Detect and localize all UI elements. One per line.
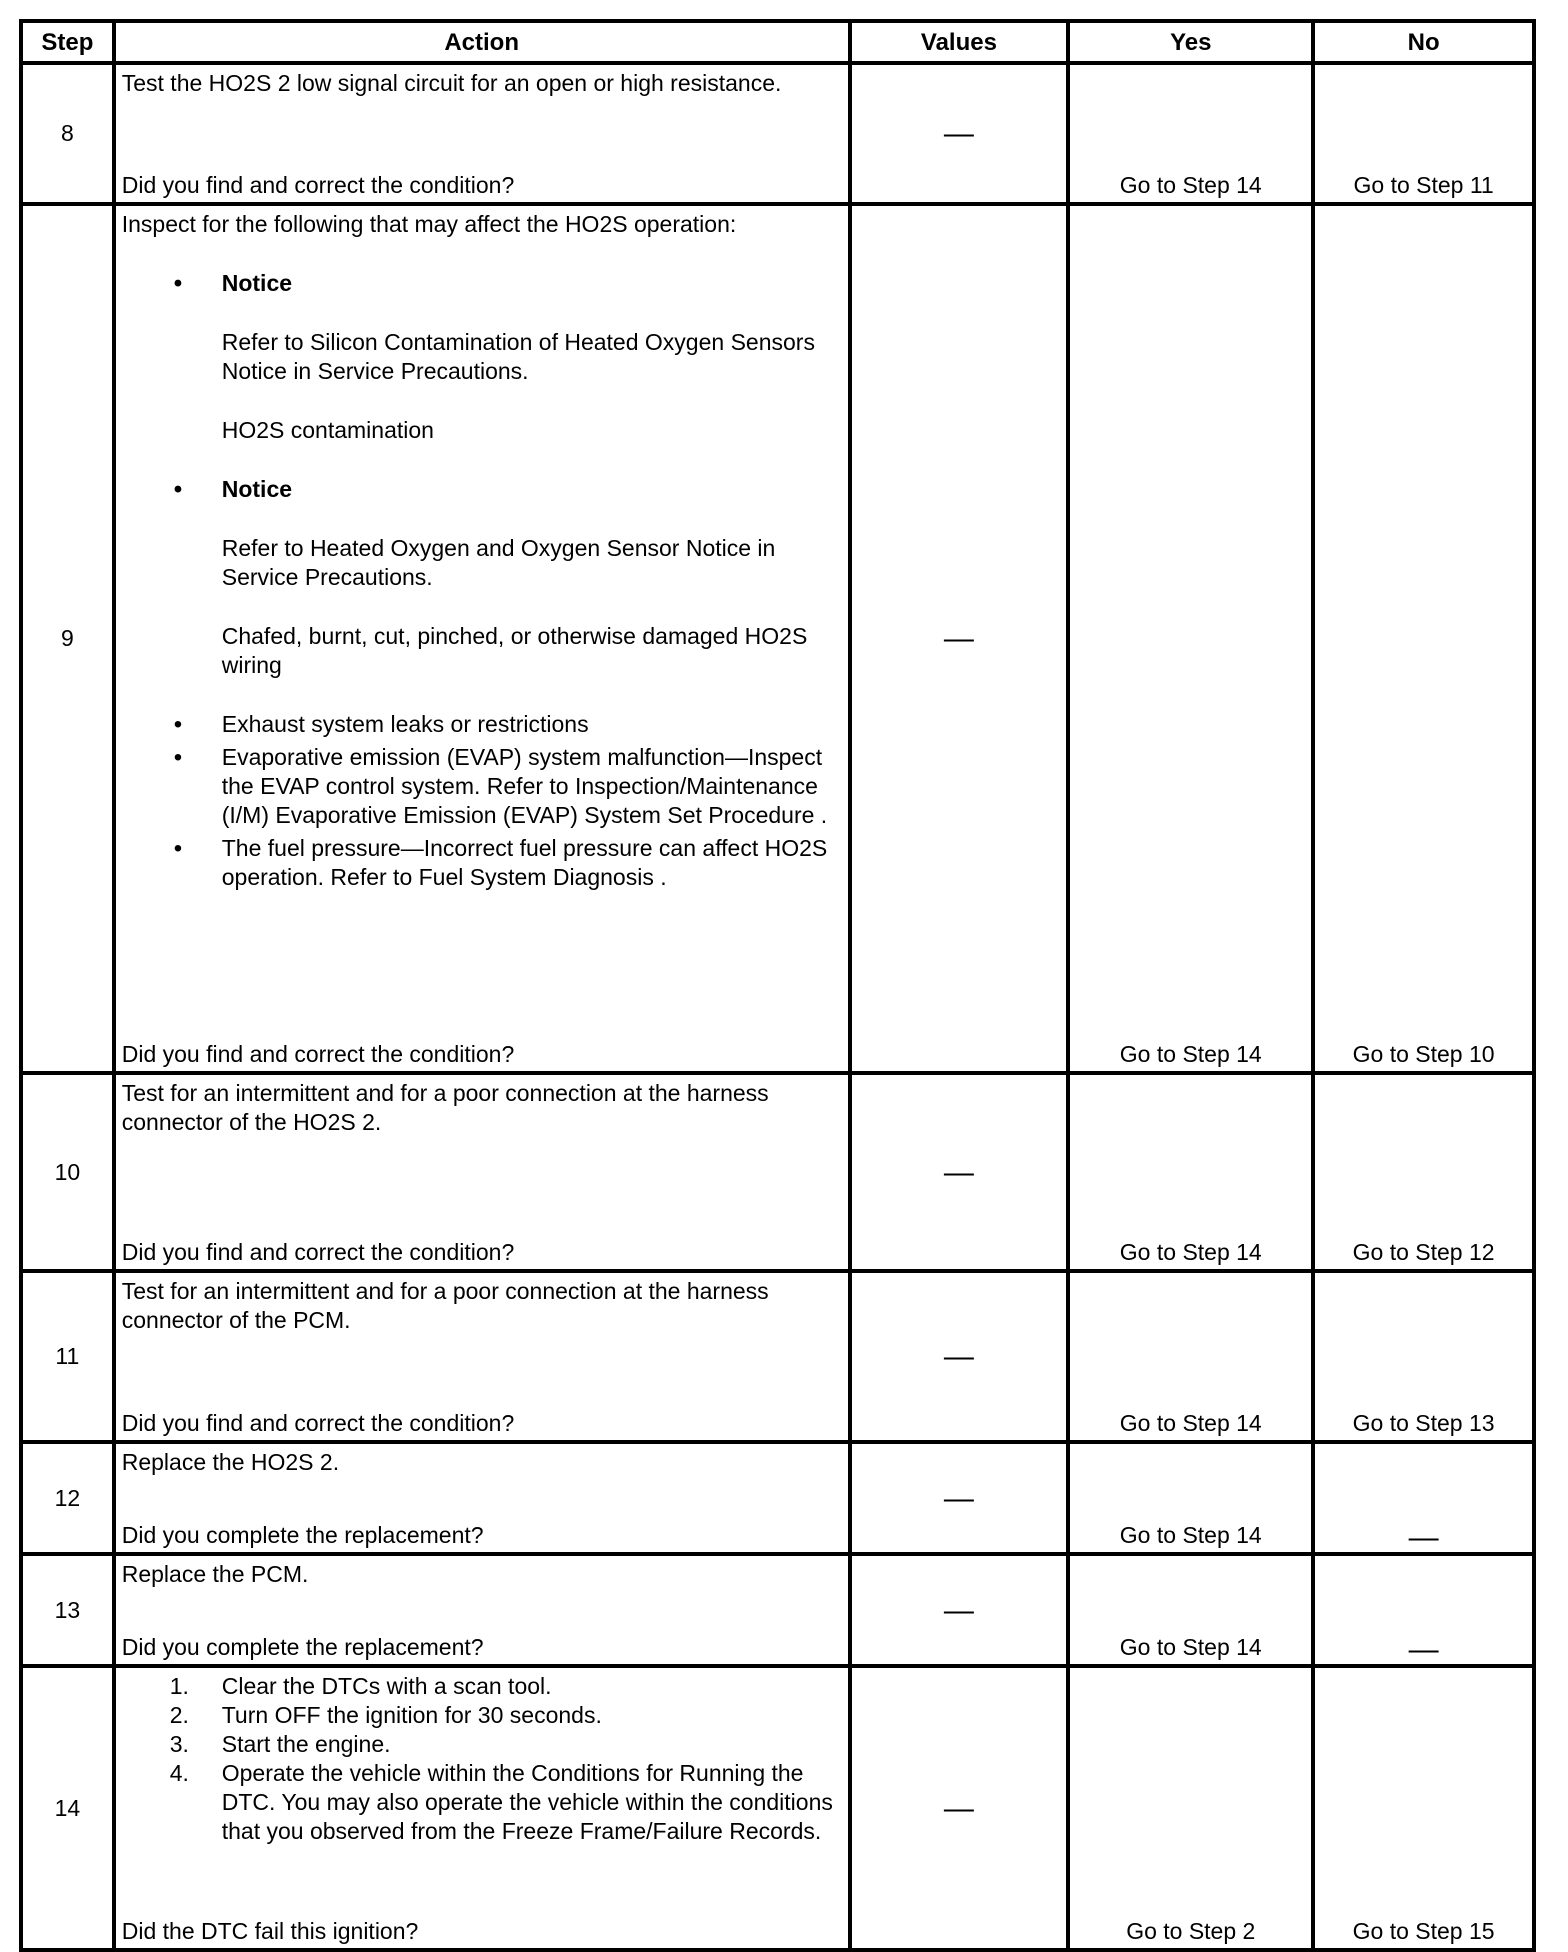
action-text: Test for an intermittent and for a poor connection at the harness connector of the HO2S 2. — [121, 1080, 769, 1135]
bullet-item: • Evaporative emission (EVAP) system malfunction—Inspect the EVAP control system. Refer to Inspection/Maintenance (I/M) Evaporative Emission (EVAP) System Set Procedure . — [122, 743, 842, 830]
header-no: No — [1313, 21, 1534, 63]
step-number: 8 — [21, 63, 114, 204]
diagnostic-table — [19, 19, 1536, 1952]
no-cell — [1313, 1442, 1534, 1554]
notice-text: Refer to Silicon Contamination of Heated Oxygen Sensors Notice in Service Precautions. — [221, 329, 815, 384]
no-cell — [1313, 204, 1534, 1073]
step-number: 9 — [21, 204, 114, 1073]
item-text: Start the engine. — [221, 1731, 391, 1757]
action-intro: Inspect for the following that may affect the HO2S operation: — [121, 211, 737, 237]
question-text: Did you find and correct the condition? — [121, 1239, 515, 1265]
no-link[interactable]: Go to Step 11 — [1353, 172, 1494, 198]
step-number: 11 — [21, 1271, 114, 1442]
numbered-item — [122, 1672, 842, 1701]
no-link[interactable]: Go to Step 12 — [1352, 1239, 1495, 1265]
values-cell: — — [850, 1073, 1069, 1271]
no-link[interactable]: Go to Step 15 — [1352, 1918, 1495, 1944]
step-number: 13 — [21, 1554, 114, 1666]
item-number: 3. — [169, 1731, 189, 1757]
yes-link[interactable]: Go to Step 14 — [1119, 1522, 1262, 1548]
no-cell — [1313, 1554, 1534, 1666]
no-value: — — [1408, 1633, 1439, 1666]
header-yes: Yes — [1068, 21, 1313, 63]
yes-cell — [1068, 204, 1313, 1073]
no-cell — [1313, 63, 1534, 204]
action-text: Replace the PCM. — [121, 1561, 309, 1587]
yes-cell — [1068, 1442, 1313, 1554]
question-text: Did you complete the replacement? — [121, 1522, 484, 1548]
item-text: Operate the vehicle within the Conditions for Running the DTC. You may also operate the vehicle within the conditions that you observed from the Freeze Frame/Failure Records. — [221, 1760, 833, 1844]
inspect-item: Chafed, burnt, cut, pinched, or otherwise damaged HO2S wiring — [221, 623, 808, 678]
item-text: Turn OFF the ignition for 30 seconds. — [221, 1702, 602, 1728]
step-number: 14 — [21, 1666, 114, 1950]
table-row-step-10 — [21, 1073, 1534, 1271]
table-row-step-13 — [21, 1554, 1534, 1666]
action-cell — [114, 63, 850, 204]
yes-link[interactable]: Go to Step 14 — [1119, 1239, 1262, 1265]
no-cell — [1313, 1271, 1534, 1442]
header-row — [21, 21, 1534, 63]
table-row-step-9 — [21, 204, 1534, 1073]
no-value: — — [1408, 1521, 1439, 1554]
numbered-item — [122, 1730, 842, 1759]
values-cell: — — [850, 1554, 1069, 1666]
question-text: Did you find and correct the condition? — [121, 1410, 515, 1436]
question-text: Did you find and correct the condition? — [121, 1041, 515, 1067]
values-cell: — — [850, 1442, 1069, 1554]
values-cell: — — [850, 1271, 1069, 1442]
action-cell — [114, 1666, 850, 1950]
yes-cell — [1068, 63, 1313, 204]
bullet-item: • Exhaust system leaks or restrictions — [122, 710, 842, 739]
action-text: Test the HO2S 2 low signal circuit for an open or high resistance. — [121, 70, 782, 96]
header-action: Action — [114, 21, 850, 63]
question-text: Did you complete the replacement? — [121, 1634, 484, 1660]
action-text: Test for an intermittent and for a poor connection at the harness connector of the PCM. — [121, 1278, 769, 1333]
yes-link[interactable]: Go to Step 2 — [1126, 1918, 1256, 1944]
question-text: Did the DTC fail this ignition? — [121, 1918, 419, 1944]
yes-cell — [1068, 1554, 1313, 1666]
values-cell: — — [850, 1666, 1069, 1950]
values-cell: — — [850, 204, 1069, 1073]
item-text: Clear the DTCs with a scan tool. — [221, 1673, 552, 1699]
inspect-item: HO2S contamination — [221, 417, 434, 443]
values-cell: — — [850, 63, 1069, 204]
no-cell — [1313, 1073, 1534, 1271]
bullet-item: • The fuel pressure—Incorrect fuel pressure can affect HO2S operation. Refer to Fuel System Diagnosis . — [122, 834, 842, 892]
header-step: Step — [21, 21, 114, 63]
yes-cell — [1068, 1666, 1313, 1950]
table-row-step-14 — [21, 1666, 1534, 1950]
header-values: Values — [850, 21, 1069, 63]
yes-cell — [1068, 1271, 1313, 1442]
action-cell — [114, 1442, 850, 1554]
notice-label: • Notice — [122, 475, 842, 504]
action-cell — [114, 1271, 850, 1442]
numbered-item — [122, 1759, 842, 1846]
action-text: Replace the HO2S 2. — [121, 1449, 340, 1475]
no-link[interactable]: Go to Step 13 — [1352, 1410, 1495, 1436]
item-number: 1. — [169, 1673, 189, 1699]
no-link[interactable]: Go to Step 10 — [1352, 1041, 1495, 1067]
action-cell — [114, 1073, 850, 1271]
question-text: Did you find and correct the condition? — [121, 172, 515, 198]
yes-link[interactable]: Go to Step 14 — [1119, 172, 1262, 198]
table-row-step-8 — [21, 63, 1534, 204]
table-row-step-12 — [21, 1442, 1534, 1554]
yes-link[interactable]: Go to Step 14 — [1119, 1634, 1262, 1660]
action-cell — [114, 204, 850, 1073]
step-number: 12 — [21, 1442, 114, 1554]
action-cell — [114, 1554, 850, 1666]
yes-cell — [1068, 1073, 1313, 1271]
yes-link[interactable]: Go to Step 14 — [1119, 1410, 1262, 1436]
notice-text: Refer to Heated Oxygen and Oxygen Sensor Notice in Service Precautions. — [221, 535, 776, 590]
item-number: 2. — [169, 1702, 189, 1728]
numbered-item — [122, 1701, 842, 1730]
table-row-step-11 — [21, 1271, 1534, 1442]
yes-link[interactable]: Go to Step 14 — [1119, 1041, 1262, 1067]
notice-label: • Notice — [122, 269, 842, 298]
no-cell — [1313, 1666, 1534, 1950]
item-number: 4. — [169, 1760, 189, 1786]
step-number: 10 — [21, 1073, 114, 1271]
